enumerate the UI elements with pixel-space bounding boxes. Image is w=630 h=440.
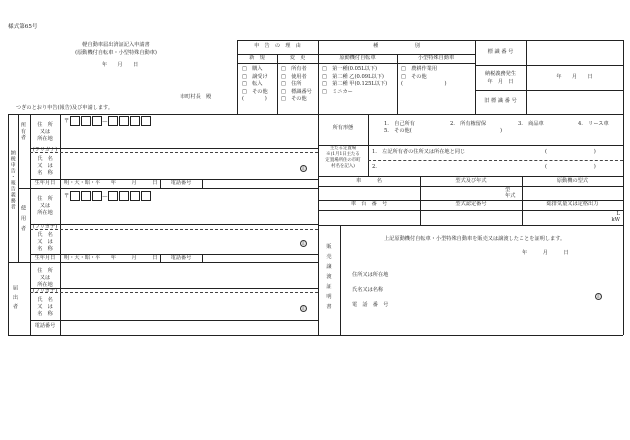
moped-item[interactable]: □ ミニカー: [322, 88, 353, 95]
spec-year-label: 型 年式: [505, 187, 516, 199]
notifier-phone-label: 電話番号: [34, 323, 56, 329]
user-address-label: 住 所 又は 所在地: [37, 196, 53, 216]
reason-change-list: [281, 66, 312, 104]
ownership-item[interactable]: 3. 商品車: [518, 121, 544, 127]
reason-new-list: □ 購入 □ 譲受け □ 転入 □ その他 ( ): [242, 66, 268, 103]
ownership-label: 所有形態: [332, 125, 354, 131]
small-item[interactable]: □ 農耕作業用: [401, 66, 438, 72]
storage-item[interactable]: 2.: [372, 164, 377, 170]
moped-item[interactable]: □ 第一種(0.05L以下): [322, 66, 378, 72]
form-subtitle: (原動機付自転車・小型特殊自動車): [75, 50, 157, 56]
owner-address-label: 住 所 又は 所在地: [37, 122, 53, 142]
form-title: 軽自動車届出済証記入申請書: [82, 42, 150, 48]
spec-header-name: 車 名: [356, 178, 382, 184]
storage-paren: ( ): [545, 149, 596, 155]
ownership-paren-close: ): [500, 128, 503, 134]
change-item[interactable]: □ その他: [281, 96, 307, 103]
due-date-label: 納税義務発生 年 月 日: [484, 71, 517, 85]
user-furigana-label: (フリガナ): [32, 224, 58, 230]
transfer-side-label: 販 売 譲 渡 証 明 書: [326, 244, 332, 310]
transfer-name-label: 氏名又は名称: [352, 287, 384, 293]
new-item[interactable]: □ その他: [242, 88, 268, 95]
owner-birth-label: 生年月日: [34, 180, 56, 186]
kind-moped: 原動機付自転車: [339, 55, 376, 61]
kind-header: 種 別: [373, 43, 420, 49]
storage-label: 主たる定置場 ※(1月1日主たる 定置場所住の市町 村名を記入): [325, 146, 361, 169]
addressee: 市町村長 殿: [180, 94, 212, 100]
reason-change: 変 更: [289, 55, 306, 61]
spec-header-displacement: 総排気量又は定格出力: [546, 201, 599, 207]
form-number: 様式第65号: [8, 24, 38, 30]
new-item[interactable]: □ 購入: [242, 66, 263, 72]
storage-paren: ( ): [545, 164, 596, 170]
owner-birth-value[interactable]: 明・大・昭・平 年 月 日: [64, 180, 158, 186]
kind-moped-list: [322, 66, 387, 96]
reason-header: 申 告 の 理 由: [254, 43, 301, 49]
change-item[interactable]: □ 住所: [281, 81, 302, 88]
intro-text: つぎのとおり申告(報告)及び申請します。: [16, 105, 114, 111]
plate-label: 標 識 番 号: [487, 49, 514, 55]
spec-header-chassis: 車 台 番 号: [350, 201, 388, 207]
kind-small: 小型特殊自動車: [417, 55, 455, 61]
notifier-seal: 印: [301, 306, 306, 311]
owner-furigana-label: (フリガナ): [32, 147, 58, 153]
ownership-item[interactable]: 5. その他(: [384, 128, 412, 134]
storage-item[interactable]: 1. 左記所有者の住所又は所在地と同じ: [372, 149, 466, 155]
notifier-address-label: 住 所 又は 所在地: [37, 268, 53, 288]
small-item[interactable]: □ その他: [401, 73, 427, 80]
spec-header-model: 型式及び年式: [455, 178, 487, 184]
user-phone-label: 電話番号: [170, 255, 192, 261]
moped-item[interactable]: □ 第二種 甲(0.125L以下): [322, 81, 388, 88]
new-item[interactable]: □ 転入: [242, 81, 263, 88]
owner-zip[interactable]: 〒 —: [64, 116, 151, 126]
ownership-item[interactable]: 1. 自己所有: [384, 121, 415, 127]
due-date-value[interactable]: 年 月 日: [556, 74, 593, 80]
transfer-date[interactable]: 年 月 日: [522, 250, 569, 256]
user-name-label: 氏 名 又 は 名 称: [37, 232, 53, 252]
user-seal: 印: [301, 241, 306, 246]
spec-unit: L kW: [611, 211, 620, 223]
owner-seal: 印: [301, 166, 306, 171]
ownership-item[interactable]: 4. リース車: [578, 121, 609, 127]
user-label: 使用者: [19, 205, 26, 236]
user-birth-label: 生年月日: [34, 255, 56, 261]
user-birth-value[interactable]: 明・大・昭・平 年 月 日: [64, 255, 158, 261]
kind-small-list: □ 農耕作業用 □ その他 ( ): [401, 66, 471, 89]
notifier-name-label: 氏 名 又 は 名 称: [37, 297, 53, 317]
notifier-furigana-label: (フリガナ): [32, 288, 58, 294]
obligor-label: 納税申告・報告義務者: [9, 150, 16, 210]
new-item[interactable]: □ 譲受け: [242, 73, 268, 80]
transfer-address-label: 住所又は所在地: [352, 272, 389, 278]
old-plate-label: 旧 標 識 番 号: [484, 98, 517, 104]
spec-header-engine: 原動機の型式: [556, 178, 589, 184]
owner-label: 所有者: [19, 122, 26, 141]
form-date: 年 月 日: [101, 62, 139, 68]
change-item[interactable]: □ 所有者: [281, 66, 307, 72]
change-item[interactable]: □ 標識番号: [281, 88, 312, 95]
spec-header-cert: 型式認定番号: [455, 201, 487, 207]
transfer-statement: 上記原動機付自転車・小型特殊自動車を販売又は譲渡したことを証明します。: [384, 236, 566, 242]
change-item[interactable]: □ 使用者: [281, 73, 307, 80]
transfer-seal: 印: [596, 294, 601, 299]
owner-phone-label: 電話番号: [170, 180, 192, 186]
notifier-label: 届出者: [11, 285, 18, 313]
reason-new: 新 規: [249, 55, 265, 61]
owner-name-label: 氏 名 又 は 名 称: [37, 156, 53, 176]
transfer-phone-label: 電 話 番 号: [352, 302, 389, 308]
ownership-item[interactable]: 2. 所有権留保: [450, 121, 487, 127]
moped-item[interactable]: □ 第二種 乙(0.09L以下): [322, 73, 384, 80]
user-zip[interactable]: 〒 —: [64, 191, 151, 201]
